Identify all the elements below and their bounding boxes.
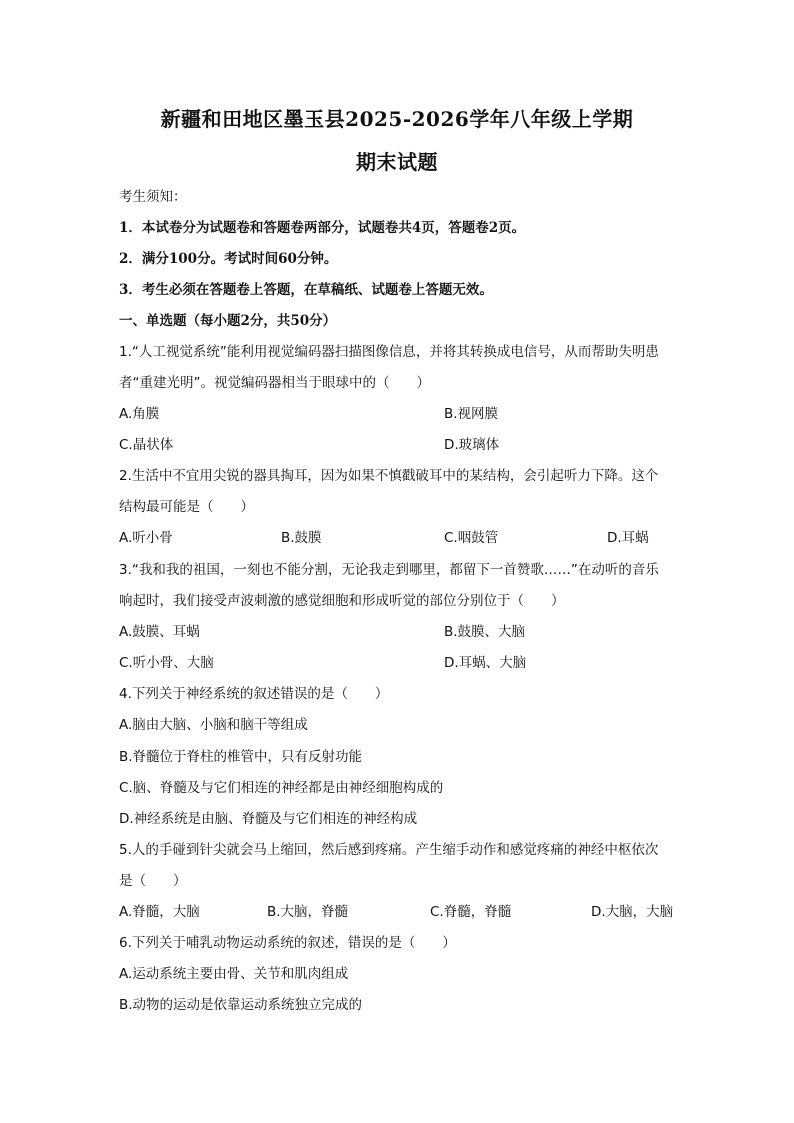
option-a: A.脑由大脑、小脑和脑干等组成 [119,717,308,733]
question-stem: 者“重建光明”。视觉编码器相当于眼球中的（ ） [119,375,430,391]
question-stem: 响起时，我们接受声波刺激的感觉细胞和形成听觉的部位分别位于（ ） [119,593,565,609]
option-d: D.耳蜗 [607,530,649,546]
option-a: A.角膜 [119,406,160,422]
section-heading: 一、单选题（每小题2分，共50分） [119,313,337,329]
option-b: B.鼓膜、大脑 [444,624,526,640]
question-stem: 1.“人工视觉系统”能利用视觉编码器扫描图像信息，并将其转换成电信号，从而帮助失明患 [119,344,659,360]
option-b: B.鼓膜 [281,530,322,546]
option-a: A.运动系统主要由骨、关节和肌肉组成 [119,966,349,982]
option-d: D.耳蜗、大脑 [444,655,527,671]
question-stem: 5.人的手碰到针尖就会马上缩回，然后感到疼痛。产生缩手动作和感觉疼痛的神经中枢依次 [119,842,659,858]
notice-heading: 考生须知： [119,189,187,205]
option-c: C.晶状体 [119,437,174,453]
option-b: B.动物的运动是依靠运动系统独立完成的 [119,997,363,1013]
question-stem: 6.下列关于哺乳动物运动系统的叙述，错误的是（ ） [119,935,456,951]
question-stem: 2.生活中不宜用尖锐的器具掏耳，因为如果不慎戳破耳中的某结构，会引起听力下降。这个 [119,468,659,484]
option-a: A.听小骨 [119,530,173,546]
notice-item: 2．满分100分。考试时间60分钟。 [119,251,338,267]
option-b: B.脊髓位于脊柱的椎管中，只有反射功能 [119,749,363,765]
exam-title: 新疆和田地区墨玉县2025-2026学年八年级上学期 [160,107,634,131]
notice-item: 3．考生必须在答题卷上答题，在草稿纸、试题卷上答题无效。 [119,282,493,298]
option-c: C.脊髓，脊髓 [430,904,512,920]
option-d: D.玻璃体 [444,437,500,453]
option-d: D.大脑，大脑 [591,904,674,920]
question-stem: 结构最可能是（ ） [119,499,254,515]
exam-subtitle: 期末试题 [356,150,438,174]
option-c: C.脑、脊髓及与它们相连的神经都是由神经细胞构成的 [119,780,444,796]
option-c: C.听小骨、大脑 [119,655,214,671]
question-stem: 是（ ） [119,873,187,889]
option-b: B.视网膜 [444,406,499,422]
question-stem: 4.下列关于神经系统的叙述错误的是（ ） [119,686,389,702]
option-a: A.鼓膜、耳蜗 [119,624,200,640]
option-a: A.脊髓，大脑 [119,904,200,920]
option-d: D.神经系统是由脑、脊髓及与它们相连的神经构成 [119,811,418,827]
option-b: B.大脑，脊髓 [267,904,349,920]
option-c: C.咽鼓管 [444,530,499,546]
notice-item: 1．本试卷分为试题卷和答题卷两部分，试题卷共4页，答题卷2页。 [119,220,526,236]
question-stem: 3.“我和我的祖国，一刻也不能分割，无论我走到哪里，都留下一首赞歌……”在动听的音乐 [119,562,659,578]
